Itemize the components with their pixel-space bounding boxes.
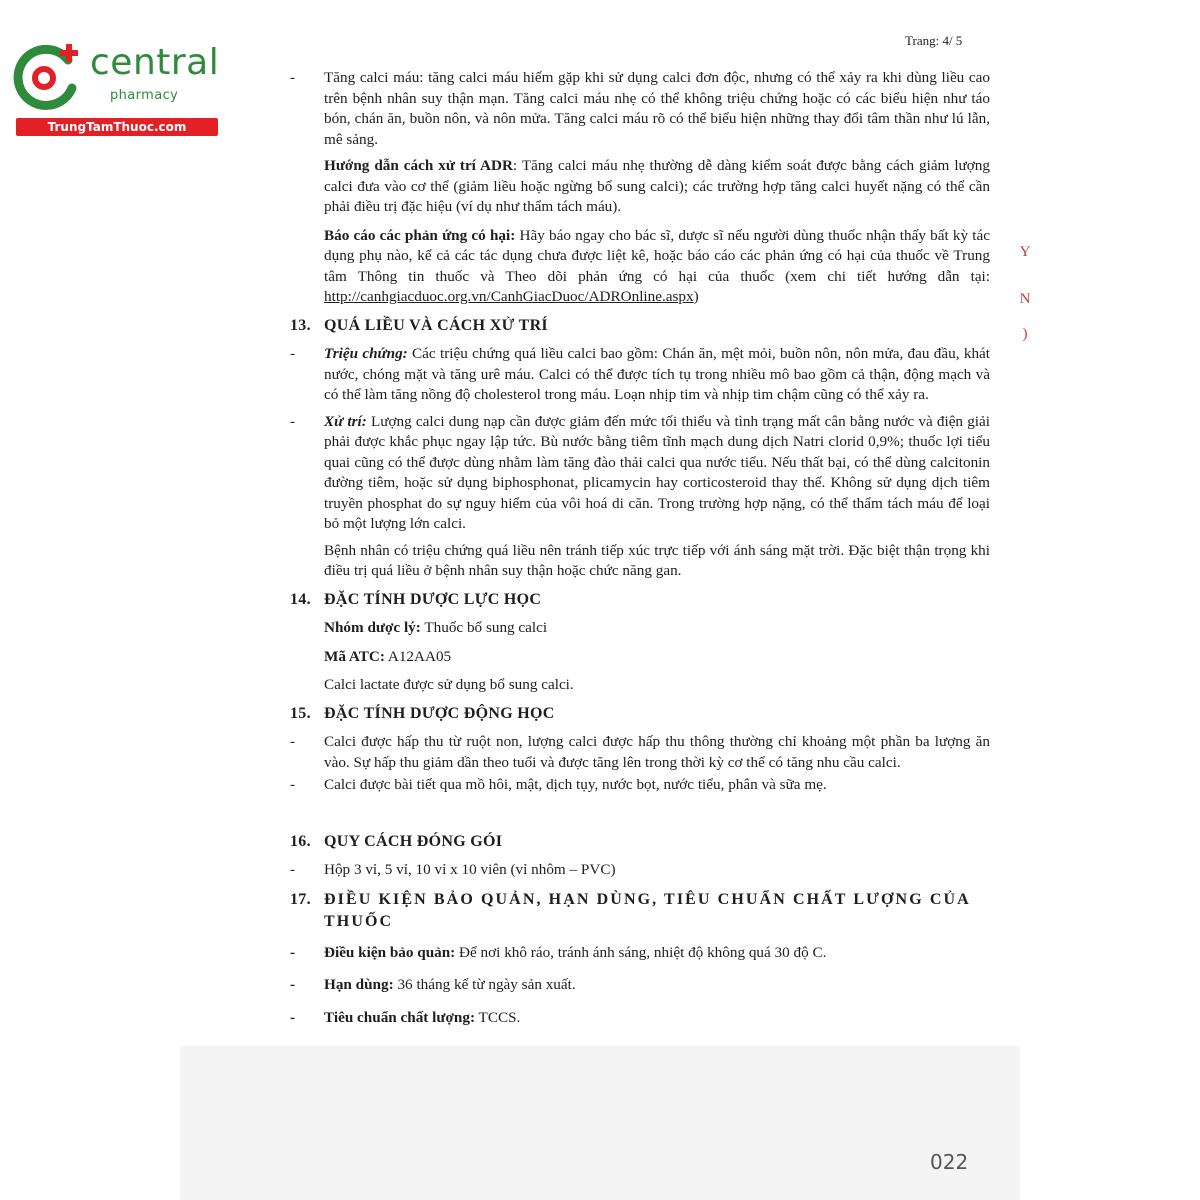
bullet-dash: - xyxy=(290,1008,296,1026)
bullet-dash: - xyxy=(290,861,296,878)
treatment-label: Xử trí: xyxy=(324,412,367,430)
document-body xyxy=(290,68,990,1034)
bullet-dash: - xyxy=(290,733,296,750)
stamp-mark: N xyxy=(1019,291,1031,307)
group-value: Thuốc bổ sung calci xyxy=(420,619,548,636)
adr-guidance xyxy=(290,156,990,218)
central-pharmacy-logo[interactable] xyxy=(10,38,220,138)
section-title: QUÁ LIỀU VÀ CÁCH XỬ TRÍ xyxy=(324,316,548,334)
section-number: 14. xyxy=(290,590,311,608)
adverse-report xyxy=(290,226,990,308)
list-item xyxy=(290,68,990,150)
section-title: ĐIỀU KIỆN BẢO QUẢN, HẠN DÙNG, TIÊU CHUẨN CHẤT LƯỢNG CỦA THUỐC xyxy=(324,890,970,930)
storage-value: Để nơi khô ráo, tránh ánh sáng, nhiệt độ không quá 30 độ C. xyxy=(455,943,827,961)
report-text: Hãy báo ngay cho bác sĩ, dược sĩ nếu người dùng thuốc nhận thấy bất kỳ tác dụng phụ nào, kể cả các tác dụng chưa được liệt kê, hoặc báo cáo các phản ứng có hại của thuốc về Trung tâm Thông tin thuốc và Theo dõi phản ứng có hại của thuốc (xem chi tiết hướng dẫn tại: xyxy=(324,226,991,285)
section-14-heading xyxy=(290,590,990,611)
overdose-note: Bệnh nhân có triệu chứng quá liều nên tránh tiếp xúc trực tiếp với ánh sáng mặt trời. Đặc biệt thận trọng khi điều trị quá liều ở bệnh nhân suy thận hoặc chức năng gan. xyxy=(324,541,990,579)
red-stamp-marks xyxy=(1010,244,1040,343)
list-item xyxy=(290,860,990,881)
hypercalcemia-text: Tăng calci máu: tăng calci máu hiếm gặp khi sử dụng calci đơn độc, nhưng có thể xảy ra khi dùng liều cao trên bệnh nhân suy thận mạn. Tăng calci máu nhẹ có thể không triệu chứng hoặc có các biểu hiện như táo bón, chán ăn, buồn nôn, và nôn mửa. Tăng calci máu rõ có thể biểu hiện những thay đổi tâm thần như lú lẫn, mê sảng. xyxy=(324,69,990,148)
section-number: 15. xyxy=(290,704,311,722)
adr-label: Hướng dẫn cách xử trí ADR xyxy=(324,157,513,174)
section-17-heading xyxy=(290,889,990,933)
absorption-text: Calci được hấp thu từ ruột non, lượng calci được hấp thu thông thường chỉ khoảng một phần ba lượng ăn vào. Sự hấp thu giảm dần theo tuổi và được tăng lên trong thời kỳ cơ thể có tăng nhu cầu calci. xyxy=(324,733,990,771)
bullet-dash: - xyxy=(290,976,296,993)
list-item xyxy=(290,1008,990,1029)
packaging-text: Hộp 3 vỉ, 5 vỉ, 10 vỉ x 10 viên (vỉ nhôm – PVC) xyxy=(324,861,616,878)
spacer xyxy=(290,802,990,824)
list-item xyxy=(290,344,990,406)
pharmacodynamics-text: Calci lactate được sử dụng bổ sung calci. xyxy=(324,676,574,693)
section-title: ĐẶC TÍNH DƯỢC ĐỘNG HỌC xyxy=(324,704,555,722)
bullet-dash: - xyxy=(290,69,296,86)
section-title: QUY CÁCH ĐÓNG GÓI xyxy=(324,832,503,850)
report-end: ) xyxy=(693,288,699,305)
storage-label: Điều kiện bảo quản: xyxy=(324,943,456,961)
logo-subtitle: pharmacy xyxy=(110,88,179,103)
section-title: ĐẶC TÍNH DƯỢC LỰC HỌC xyxy=(324,590,542,608)
adr-online-link[interactable]: http://canhgiacduoc.org.vn/CanhGiacDuoc/ADROnline.aspx xyxy=(324,288,694,305)
expiry-value: 36 tháng kể từ ngày sản xuất. xyxy=(393,976,576,993)
section-number: 16. xyxy=(290,832,311,850)
list-item xyxy=(290,412,990,535)
handwritten-page-number: 022 xyxy=(930,1150,969,1174)
bullet-dash: - xyxy=(290,943,296,961)
atc-value: A12AA05 xyxy=(384,647,452,665)
section-15-heading xyxy=(290,704,990,725)
expiry-label: Hạn dùng: xyxy=(324,976,394,993)
report-label: Báo cáo các phản ứng có hại: xyxy=(324,226,516,244)
bullet-dash: - xyxy=(290,776,296,793)
logo-name: central xyxy=(90,42,220,83)
pharmacologic-group xyxy=(290,618,990,639)
section-number: 17. xyxy=(290,890,311,908)
page-scan-shadow xyxy=(180,1046,1020,1200)
atc-code xyxy=(290,647,990,668)
list-item xyxy=(290,775,990,796)
bullet-dash: - xyxy=(290,412,296,430)
excretion-text: Calci được bài tiết qua mồ hôi, mật, dịch tụy, nước bọt, nước tiểu, phân và sữa mẹ. xyxy=(324,776,827,793)
section-16-heading xyxy=(290,832,990,853)
quality-value: TCCS. xyxy=(475,1008,521,1026)
symptom-text: Các triệu chứng quá liều calci bao gồm: Chán ăn, mệt mỏi, buồn nôn, nôn mửa, đau đầu, khát nước, chóng mặt và tăng urê máu. Calci có thể được tích tụ trong nhiều mô bao gồm cả thận, động mạch và có thể làm tăng nồng độ cholesterol trong máu. Loạn nhịp tim và nhịp tim chậm cũng có thể xảy ra. xyxy=(324,345,990,403)
logo-site-url: TrungTamThuoc.com xyxy=(16,118,218,136)
symptom-label: Triệu chứng: xyxy=(324,345,408,362)
section-13-heading xyxy=(290,316,990,337)
stamp-mark: Y xyxy=(1019,244,1031,260)
stamp-mark: ) xyxy=(1022,326,1028,342)
treatment-text: Lượng calci dung nạp cần được giảm đến mức tối thiểu và tình trạng mất cân bằng nước và điện giải phải được khắc phục ngay lập tức. Bù nước bằng tiêm tĩnh mạch dung dịch Natri clorid 0,9%; thuốc lợi tiểu quai cũng có thể được dùng nhằm làm tăng đào thải calci qua nước tiểu. Nếu thất bại, có thể dùng calcitonin đường tiêm, hoặc sử dụng biphosphonat, plicamycin hay corticosteroid thay thế. Không sử dụng dịch tiêm truyền phosphat do sự nguy hiểm của vôi hoá di căn. Trong trường hợp nặng, có thể thẩm tách máu để loại bỏ một lượng lớn calci. xyxy=(324,412,990,532)
page-number: Trang: 4/ 5 xyxy=(905,33,963,48)
adr-text: : Tăng calci máu nhẹ thường dễ dàng kiểm soát được bằng cách giảm lượng calci đưa vào cơ thể (giảm liều hoặc ngừng bổ sung calci); các trường hợp tăng calci huyết nặng có thể cần phải điều trị đặc hiệu (ví dụ như thẩm tách máu). xyxy=(324,157,990,215)
atc-label: Mã ATC: xyxy=(324,647,385,665)
list-item xyxy=(290,943,990,964)
bullet-dash: - xyxy=(290,345,296,362)
list-item xyxy=(290,975,990,996)
list-item xyxy=(290,732,990,773)
quality-label: Tiêu chuẩn chất lượng: xyxy=(324,1008,476,1026)
logo-mark-icon xyxy=(10,38,90,118)
section-number: 13. xyxy=(290,316,311,334)
group-label: Nhóm dược lý: xyxy=(324,619,421,636)
